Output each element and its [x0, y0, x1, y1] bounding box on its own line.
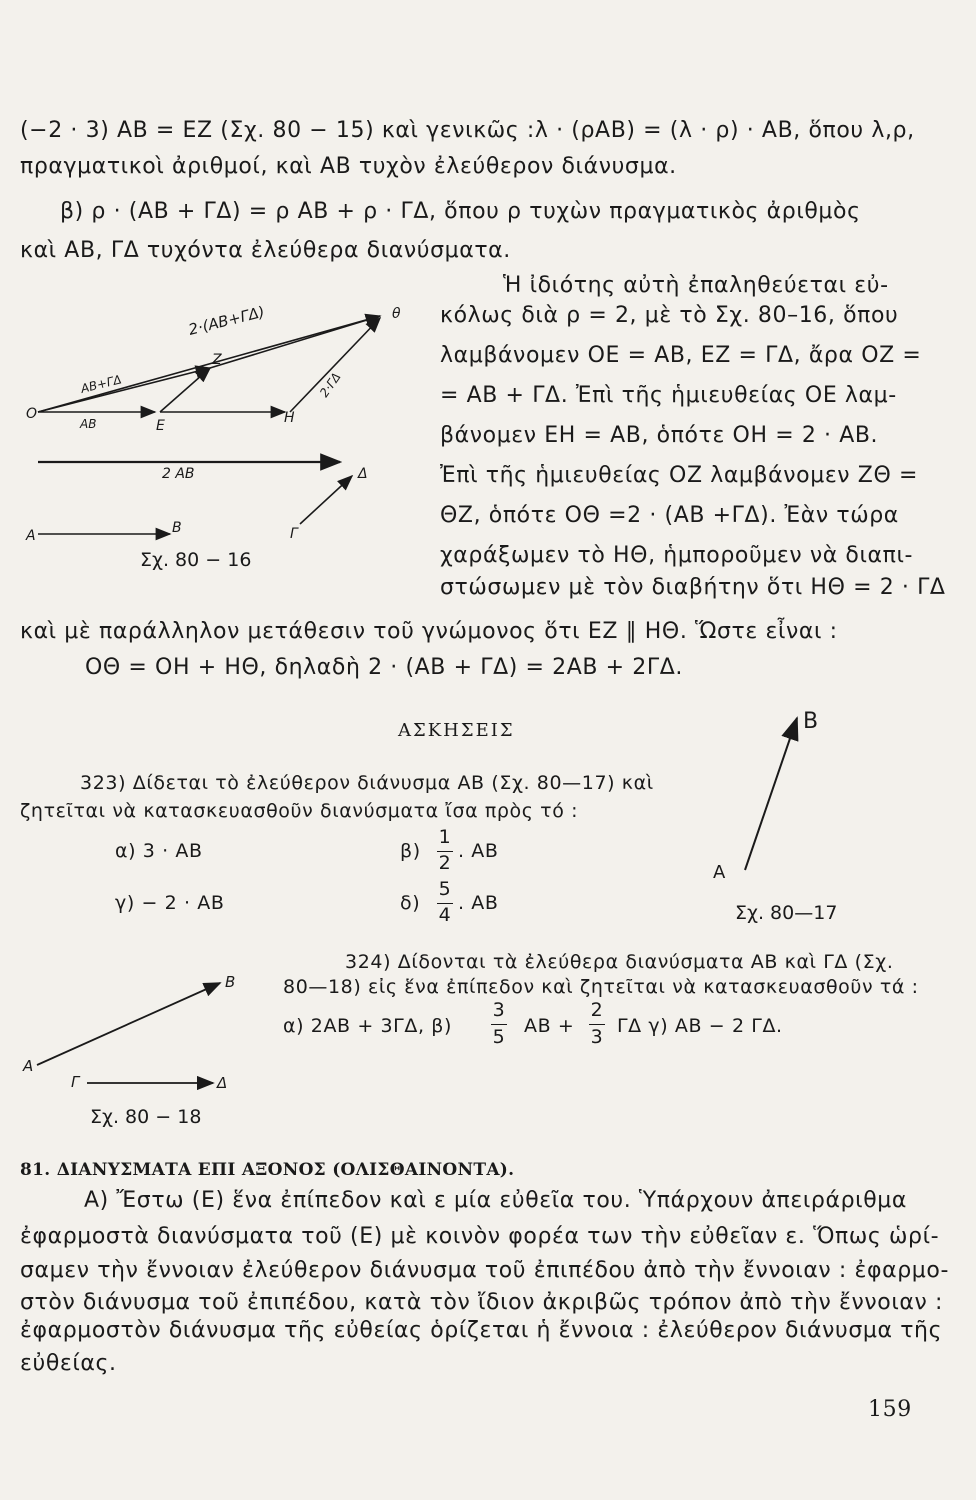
figure-80-18	[15, 965, 265, 1095]
text-line: χαράξωμεν τὸ HΘ, ἡμποροῦμεν νὰ διαπι-	[440, 543, 914, 568]
fraction-bar	[491, 1024, 507, 1025]
label-2ab: 2 AB	[162, 466, 195, 482]
label-E: E	[156, 418, 165, 434]
text-line: ζητεῖται νὰ κατασκευασθοῦν διανύσματα ἴσα πρὸς τό :	[20, 800, 579, 822]
fraction-den: 4	[438, 904, 452, 926]
exercises-heading: ΑΣΚΗΣΕΙΣ	[398, 720, 515, 741]
text-line: OΘ = OH + HΘ, δηλαδὴ 2 · (AB + ΓΔ) = 2AB + 2ΓΔ.	[85, 655, 683, 680]
fraction-bar	[589, 1024, 605, 1025]
fraction-den: 5	[492, 1026, 506, 1048]
text-line: β) ρ · (AB + ΓΔ) = ρ AB + ρ · ΓΔ, ὅπου ρ τυχὼν πραγματικὸς ἀριθμὸς	[60, 199, 861, 224]
text-line: AB +	[524, 1015, 575, 1037]
label-Delta: Δ	[358, 466, 368, 482]
text-line: πραγματικοὶ ἀριθμοί, καὶ AB τυχὸν ἐλεύθερον διάνυσμα.	[20, 154, 677, 179]
text-line: Ἡ ἰδιότης αὐτὴ ἐπαληθεύεται εὐ-	[503, 273, 889, 298]
label-sum: AB+ΓΔ	[79, 372, 123, 396]
text-line: καὶ AB, ΓΔ τυχόντα ἐλεύθερα διανύσματα.	[20, 238, 511, 263]
figure-80-17	[705, 700, 835, 880]
text-line: . AB	[458, 892, 499, 914]
fraction-num: 3	[492, 999, 506, 1021]
text-line: Ἐπὶ τῆς ἡμιευθείας OZ λαμβάνομεν ZΘ =	[440, 463, 919, 488]
text-line: εὐθείας.	[20, 1351, 117, 1376]
text-line: α) 3 · AB	[115, 840, 203, 862]
figure-caption: Σχ. 80 − 16	[140, 549, 252, 571]
label-O: O	[26, 406, 38, 422]
label-H: H	[284, 410, 295, 426]
text-line: 323) Δίδεται τὸ ἐλεύθερον διάνυσμα AB (Σχ. 80—17) καὶ	[80, 772, 654, 794]
label-Delta: Δ	[217, 1074, 228, 1092]
label-Gamma: Γ	[71, 1073, 80, 1091]
label-Z: Z	[212, 352, 222, 368]
figure-caption: Σχ. 80—17	[735, 902, 838, 924]
label-theta: θ	[392, 306, 401, 322]
text-line: στὸν διάνυσμα τοῦ ἐπιπέδου, κατὰ τὸν ἴδιον ἀκριβῶς τρόπον ἀπὸ τὴν ἔννοιαν :	[20, 1290, 944, 1315]
text-line: β)	[400, 840, 421, 862]
vector-AB	[37, 983, 220, 1065]
text-line: Α) Ἔστω (Ε) ἕνα ἐπίπεδον καὶ ε μία εὐθεῖα του. Ὑπάρχουν ἀπειράριθμα	[84, 1188, 907, 1213]
text-line: ΘZ, ὁπότε OΘ =2 · (AB +ΓΔ). Ἐὰν τώρα	[440, 503, 899, 528]
label-ab: AB	[80, 417, 97, 431]
text-line: 80—18) εἰς ἕνα ἐπίπεδον καὶ ζητεῖται νὰ κατασκευασθοῦν τά :	[283, 976, 919, 998]
text-line: δ)	[400, 892, 421, 914]
label-2sum: 2·(AB+ΓΔ)	[186, 302, 267, 339]
text-line: (−2 · 3) AB = EZ (Σχ. 80 − 15) καὶ γενικῶς :λ · (ρAB) = (λ · ρ) · AB, ὅπου λ,ρ,	[20, 118, 915, 143]
label-B: B	[225, 973, 236, 991]
label-B: B	[172, 520, 182, 536]
vector-GD	[300, 476, 352, 524]
label-A: A	[23, 1057, 34, 1075]
fraction-num: 2	[590, 999, 604, 1021]
text-line: καὶ μὲ παράλληλον μετάθεσιν τοῦ γνώμονος ὅτι EZ ∥ HΘ. Ὥστε εἶναι :	[20, 619, 838, 644]
section-title: 81. ΔΙΑΝΥΣΜΑΤΑ ΕΠΙ ΑΞΟΝΟΣ (ΟΛΙΣΘΑΙΝΟΝΤΑ).	[20, 1160, 515, 1180]
text-line: κόλως διὰ ρ = 2, μὲ τὸ Σχ. 80–16, ὅπου	[440, 303, 899, 328]
page-number: 159	[868, 1397, 912, 1422]
text-line: γ) − 2 · AB	[115, 892, 225, 914]
text-line: λαμβάνομεν OE = AB, EZ = ΓΔ, ἄρα OZ =	[440, 343, 922, 368]
label-Gamma: Γ	[290, 526, 298, 542]
fraction-num: 1	[438, 826, 452, 848]
text-line: . AB	[458, 840, 499, 862]
label-A: A	[713, 862, 726, 880]
figure-80-16	[20, 280, 440, 590]
text-line: α) 2AB + 3ΓΔ, β)	[283, 1015, 452, 1037]
fraction-den: 3	[590, 1026, 604, 1048]
vector-HTheta	[290, 318, 380, 412]
text-line: = AB + ΓΔ. Ἐπὶ τῆς ἡμιευθείας OE λαμ-	[440, 383, 897, 408]
text-line: σαμεν τὴν ἔννοιαν ἐλεύθερον διάνυσμα τοῦ ἐπιπέδου ἀπὸ τὴν ἔννοιαν : ἐφαρμο-	[20, 1258, 949, 1283]
label-B: B	[803, 709, 819, 734]
fraction-den: 2	[438, 852, 452, 874]
text-line: ἐφαρμοστὰ διανύσματα τοῦ (Ε) μὲ κοινὸν φορέα των τὴν εὐθεῖαν ε. Ὅπως ὡρί-	[20, 1224, 940, 1249]
text-line: στώσωμεν μὲ τὸν διαβήτην ὅτι HΘ = 2 · ΓΔ	[440, 575, 946, 600]
label-2gd: 2·ΓΔ	[316, 370, 344, 400]
text-line: ἐφαρμοστὸν διάνυσμα τῆς εὐθείας ὁρίζεται ἡ ἔννοια : ἐλεύθερον διάνυσμα τῆς	[20, 1318, 943, 1343]
text-line: ΓΔ γ) AB − 2 ΓΔ.	[617, 1015, 783, 1037]
figure-caption: Σχ. 80 − 18	[90, 1106, 202, 1128]
fraction-num: 5	[438, 878, 452, 900]
text-line: βάνομεν EH = AB, ὁπότε OH = 2 · AB.	[440, 423, 879, 448]
vector-AB	[745, 718, 797, 870]
label-A: A	[26, 528, 36, 544]
text-line: 324) Δίδονται τὰ ἐλεύθερα διανύσματα AB καὶ ΓΔ (Σχ.	[345, 951, 894, 973]
